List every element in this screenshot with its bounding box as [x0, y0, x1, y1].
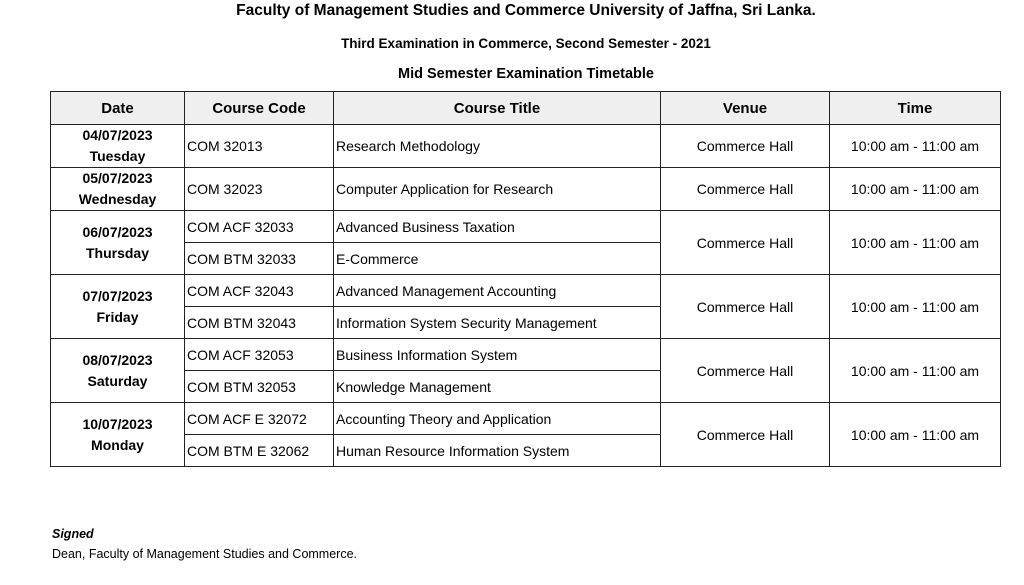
timetable-table	[50, 91, 1001, 467]
date-cell	[51, 125, 185, 168]
exam-date: 05/07/2023	[82, 170, 153, 186]
exam-time: 10:00 am - 11:00 am	[830, 211, 1001, 275]
exam-time: 10:00 am - 11:00 am	[830, 275, 1001, 339]
signed-label: Signed	[52, 527, 94, 541]
course-code: COM BTM 32043	[185, 307, 334, 339]
exam-day: Saturday	[87, 372, 148, 389]
course-title: Research Methodology	[334, 125, 661, 168]
column-header-venue: Venue	[661, 92, 830, 125]
date-cell	[51, 168, 185, 211]
course-title: Advanced Management Accounting	[334, 275, 661, 307]
exam-day: Tuesday	[89, 148, 146, 164]
course-code: COM BTM E 32062	[185, 435, 334, 467]
course-title: Human Resource Information System	[334, 435, 661, 467]
exam-time: 10:00 am - 11:00 am	[830, 125, 1001, 168]
course-code: COM ACF 32033	[185, 211, 334, 243]
course-code: COM BTM 32053	[185, 371, 334, 403]
table-row	[51, 168, 1001, 211]
exam-date: 07/07/2023	[82, 287, 153, 304]
column-header-date: Date	[51, 92, 185, 125]
table-row	[51, 125, 1001, 168]
venue: Commerce Hall	[661, 339, 830, 403]
course-code: COM 32023	[185, 168, 334, 211]
exam-time: 10:00 am - 11:00 am	[830, 403, 1001, 467]
table-header-row	[51, 92, 1001, 125]
exam-date: 10/07/2023	[82, 415, 153, 432]
exam-date: 08/07/2023	[82, 351, 153, 368]
course-code: COM 32013	[185, 125, 334, 168]
venue: Commerce Hall	[661, 168, 830, 211]
course-code: COM ACF E 32072	[185, 403, 334, 435]
course-title: Business Information System	[334, 339, 661, 371]
course-title: E-Commerce	[334, 243, 661, 275]
timetable-title: Mid Semester Examination Timetable	[398, 66, 654, 82]
course-title: Knowledge Management	[334, 371, 661, 403]
course-code: COM ACF 32043	[185, 275, 334, 307]
table-row	[51, 339, 1001, 371]
table-row	[51, 275, 1001, 307]
exam-heading: Third Examination in Commerce, Second Semester - 2021	[341, 36, 711, 51]
column-header-course-title: Course Title	[334, 92, 661, 125]
date-cell	[51, 211, 185, 275]
course-title: Information System Security Management	[334, 307, 661, 339]
exam-time: 10:00 am - 11:00 am	[830, 339, 1001, 403]
exam-day: Monday	[91, 436, 144, 453]
venue: Commerce Hall	[661, 211, 830, 275]
course-title: Computer Application for Research	[334, 168, 661, 211]
column-header-course-code: Course Code	[185, 92, 334, 125]
date-cell	[51, 275, 185, 339]
exam-day: Thursday	[85, 244, 149, 261]
signatory: Dean, Faculty of Management Studies and Commerce.	[52, 547, 358, 561]
course-title: Accounting Theory and Application	[334, 403, 661, 435]
exam-day: Wednesday	[78, 191, 157, 207]
institution-heading: Faculty of Management Studies and Commerce University of Jaffna, Sri Lanka.	[236, 2, 816, 19]
date-cell	[51, 339, 185, 403]
table-row	[51, 211, 1001, 243]
course-title: Advanced Business Taxation	[334, 211, 661, 243]
exam-time: 10:00 am - 11:00 am	[830, 168, 1001, 211]
venue: Commerce Hall	[661, 403, 830, 467]
date-cell	[51, 403, 185, 467]
course-code: COM BTM 32033	[185, 243, 334, 275]
course-code: COM ACF 32053	[185, 339, 334, 371]
exam-day: Friday	[96, 308, 139, 325]
exam-date: 06/07/2023	[82, 223, 153, 240]
exam-date: 04/07/2023	[82, 127, 153, 143]
venue: Commerce Hall	[661, 275, 830, 339]
column-header-time: Time	[830, 92, 1001, 125]
table-row	[51, 403, 1001, 435]
venue: Commerce Hall	[661, 125, 830, 168]
